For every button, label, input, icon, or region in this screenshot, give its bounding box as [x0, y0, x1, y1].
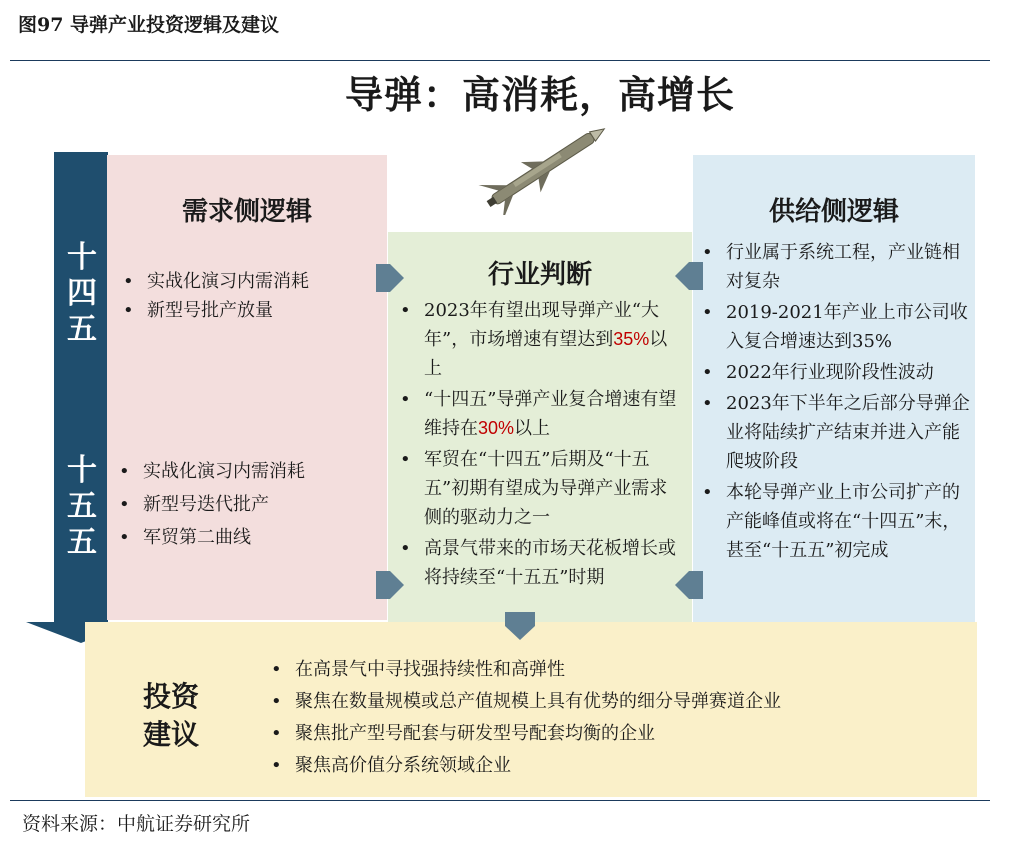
- supply-list: [696, 238, 972, 565]
- highlight-value: 35%: [613, 329, 650, 349]
- judgement-text: 以上: [424, 329, 668, 379]
- arrow-down-icon: [505, 612, 535, 640]
- list-item: • 军贸第二曲线: [113, 521, 383, 554]
- list-item: • 2023年下半年之后部分导弹企业将陆续扩产结束并进入产能爬坡阶段: [696, 389, 972, 476]
- judgement-text: 2023年有望出现导弹产业“大年”，市场增速有望达到: [424, 300, 660, 350]
- list-item: • 实战化演习内需消耗: [117, 267, 383, 296]
- period-char: 五: [67, 489, 97, 524]
- list-item: [394, 385, 684, 443]
- list-item: • 2022年行业现阶段性波动: [696, 358, 972, 387]
- period-char: 十: [67, 453, 97, 488]
- list-item: • 新型号批产放量: [117, 296, 383, 325]
- arrow-right-icon: [376, 264, 406, 292]
- list-item: • 聚焦高价值分系统领域企业: [265, 750, 965, 782]
- arrow-right-icon: [376, 571, 406, 599]
- period-char: 五: [67, 525, 97, 560]
- top-divider: [10, 60, 990, 61]
- demand-list-14th: [117, 267, 383, 325]
- list-item: • 高景气带来的市场天花板增长或将持续至“十五五”时期: [394, 534, 684, 592]
- investment-label-line: 投资: [142, 680, 199, 713]
- list-item: [394, 296, 684, 383]
- source-note: 资料来源：中航证券研究所: [22, 813, 251, 835]
- list-item: • 聚焦批产型号配套与研发型号配套均衡的企业: [265, 718, 965, 750]
- list-item: • 2019-2021年产业上市公司收入复合增速达到35%: [696, 298, 972, 356]
- period-char: 十: [67, 240, 97, 275]
- list-item: • 本轮导弹产业上市公司扩产的产能峰值或将在“十四五”末，甚至“十五五”初完成: [696, 478, 972, 565]
- list-item: • 实战化演习内需消耗: [113, 455, 383, 488]
- supply-side-panel: [693, 155, 975, 622]
- period-char: 四: [67, 276, 97, 311]
- figure-title: 图97 导弹产业投资逻辑及建议: [18, 14, 280, 36]
- missile-illustration: [470, 120, 620, 215]
- list-item: • 行业属于系统工程，产业链相对复杂: [696, 238, 972, 296]
- demand-list-15th: [113, 455, 383, 554]
- investment-list: [265, 654, 965, 782]
- period-14th-five-year: [52, 240, 112, 348]
- investment-label-line: 建议: [142, 718, 199, 751]
- arrow-left-icon: [673, 571, 703, 599]
- list-item: • 聚焦在数量规模或总产值规模上具有优势的细分导弹赛道企业: [265, 686, 965, 718]
- supply-title: 供给侧逻辑: [768, 197, 899, 227]
- industry-judgement-panel: [388, 232, 692, 622]
- demand-side-panel: [107, 155, 387, 620]
- period-char: 五: [67, 312, 97, 347]
- judgement-text: 以上: [514, 418, 551, 439]
- period-15th-five-year: [52, 453, 112, 561]
- highlight-value: 30%: [478, 418, 515, 438]
- arrow-left-icon: [673, 262, 703, 290]
- bottom-divider: [10, 800, 990, 801]
- list-item: • 新型号迭代批产: [113, 488, 383, 521]
- investment-label: [131, 678, 211, 754]
- main-title: 导弹：高消耗，高增长: [344, 72, 735, 117]
- judgement-list: [394, 296, 684, 592]
- list-item: • 军贸在“十四五”后期及“十五五”初期有望成为导弹产业需求侧的驱动力之一: [394, 445, 684, 532]
- list-item: • 在高景气中寻找强持续性和高弹性: [265, 654, 965, 686]
- investment-suggestion-panel: [85, 622, 977, 797]
- judgement-title: 行业判断: [487, 260, 592, 290]
- judgement-text: “十四五”导弹产业复合增速有望维持在: [424, 389, 677, 439]
- demand-title: 需求侧逻辑: [181, 197, 312, 227]
